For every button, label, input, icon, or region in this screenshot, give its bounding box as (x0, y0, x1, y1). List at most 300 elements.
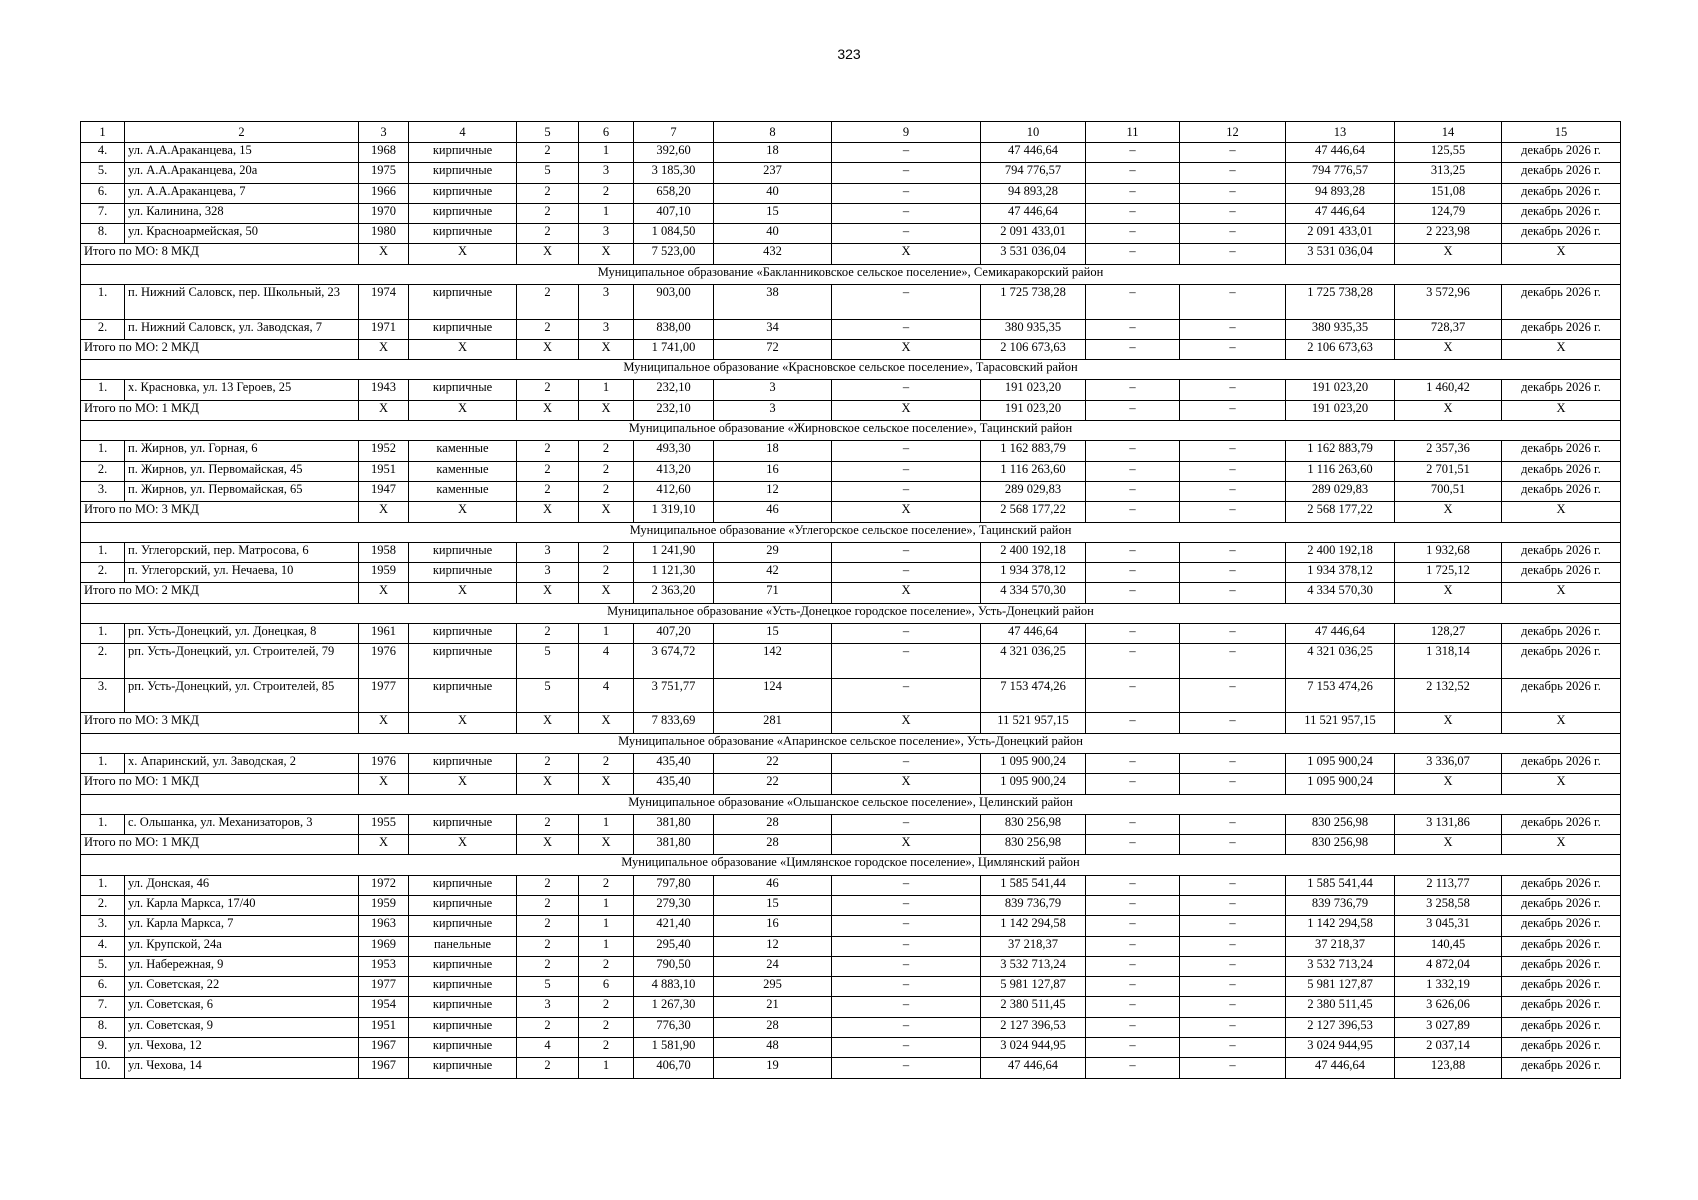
deadline-cell: X (1502, 713, 1621, 733)
unit-cost-cell: 1 460,42 (1395, 380, 1502, 400)
table-row (81, 542, 1621, 562)
col9-cell: – (832, 875, 981, 895)
col12-cell: – (1180, 203, 1286, 223)
row-number: 3. (81, 481, 125, 501)
column-header: 9 (832, 122, 981, 143)
deadline-cell: декабрь 2026 г. (1502, 624, 1621, 644)
address-cell: ул. Советская, 9 (125, 1017, 359, 1037)
deadline-cell: декабрь 2026 г. (1502, 916, 1621, 936)
total-cost-cell: 37 218,37 (981, 936, 1086, 956)
row-number: 7. (81, 997, 125, 1017)
floors-cell: X (517, 502, 579, 522)
year-cell: X (359, 502, 409, 522)
floors-cell: 2 (517, 183, 579, 203)
total-cost-cell: 830 256,98 (981, 835, 1086, 855)
unit-cost-cell: 313,25 (1395, 163, 1502, 183)
year-cell: 1954 (359, 997, 409, 1017)
residents-cell: 19 (714, 1058, 832, 1078)
year-cell: X (359, 339, 409, 359)
residents-cell: 42 (714, 563, 832, 583)
unit-cost-cell: 3 336,07 (1395, 753, 1502, 773)
col11-cell: – (1086, 400, 1180, 420)
col13-cost-cell: 2 091 433,01 (1286, 224, 1395, 244)
area-cell: 838,00 (634, 319, 714, 339)
floors-cell: 2 (517, 481, 579, 501)
col9-cell: – (832, 678, 981, 713)
unit-cost-cell: 2 037,14 (1395, 1038, 1502, 1058)
unit-cost-cell: 2 357,36 (1395, 441, 1502, 461)
municipality-heading: Муниципальное образование «Бакланниковское сельское поселение», Семикаракорский район (81, 264, 1621, 284)
total-cost-cell: 2 106 673,63 (981, 339, 1086, 359)
address-cell: рп. Усть-Донецкий, ул. Донецкая, 8 (125, 624, 359, 644)
table-row (81, 163, 1621, 183)
entrances-cell: X (579, 244, 634, 264)
subtotal-label: Итого по МО: 8 МКД (81, 244, 359, 264)
area-cell: 279,30 (634, 896, 714, 916)
wall-material-cell: кирпичные (409, 624, 517, 644)
residents-cell: 28 (714, 835, 832, 855)
row-number: 6. (81, 183, 125, 203)
row-number: 1. (81, 441, 125, 461)
unit-cost-cell: 2 113,77 (1395, 875, 1502, 895)
total-cost-cell: 11 521 957,15 (981, 713, 1086, 733)
col9-cell: X (832, 502, 981, 522)
total-cost-cell: 839 736,79 (981, 896, 1086, 916)
residents-cell: 3 (714, 400, 832, 420)
table-row (81, 977, 1621, 997)
municipality-heading: Муниципальное образование «Ольшанское сельское поселение», Целинский район (81, 794, 1621, 814)
total-cost-cell: 2 380 511,45 (981, 997, 1086, 1017)
residents-cell: 281 (714, 713, 832, 733)
wall-material-cell: кирпичные (409, 224, 517, 244)
area-cell: 407,20 (634, 624, 714, 644)
entrances-cell: 3 (579, 319, 634, 339)
subtotal-label: Итого по МО: 3 МКД (81, 502, 359, 522)
area-cell: 1 267,30 (634, 997, 714, 1017)
wall-material-cell: кирпичные (409, 1038, 517, 1058)
deadline-cell: декабрь 2026 г. (1502, 563, 1621, 583)
col9-cell: – (832, 542, 981, 562)
table-row (81, 224, 1621, 244)
col11-cell: – (1086, 563, 1180, 583)
municipality-heading: Муниципальное образование «Цимлянское городское поселение», Цимлянский район (81, 855, 1621, 875)
col9-cell: – (832, 203, 981, 223)
area-cell: 3 185,30 (634, 163, 714, 183)
wall-material-cell: кирпичные (409, 1017, 517, 1037)
address-cell: ул. Чехова, 14 (125, 1058, 359, 1078)
municipality-section-row (81, 733, 1621, 753)
col13-cost-cell: 2 127 396,53 (1286, 1017, 1395, 1037)
col13-cost-cell: 7 153 474,26 (1286, 678, 1395, 713)
col13-cost-cell: 3 532 713,24 (1286, 956, 1395, 976)
subtotal-row (81, 400, 1621, 420)
total-cost-cell: 191 023,20 (981, 380, 1086, 400)
row-number: 8. (81, 1017, 125, 1037)
entrances-cell: 2 (579, 563, 634, 583)
area-cell: 435,40 (634, 774, 714, 794)
floors-cell: 2 (517, 916, 579, 936)
area-cell: 7 833,69 (634, 713, 714, 733)
year-cell: 1976 (359, 753, 409, 773)
year-cell: 1959 (359, 563, 409, 583)
col11-cell: – (1086, 1058, 1180, 1078)
deadline-cell: X (1502, 244, 1621, 264)
address-cell: ул. Донская, 46 (125, 875, 359, 895)
col9-cell: X (832, 583, 981, 603)
col12-cell: – (1180, 542, 1286, 562)
col11-cell: – (1086, 143, 1180, 163)
residents-cell: 38 (714, 285, 832, 320)
year-cell: X (359, 400, 409, 420)
address-cell: х. Апаринский, ул. Заводская, 2 (125, 753, 359, 773)
unit-cost-cell: X (1395, 339, 1502, 359)
deadline-cell: декабрь 2026 г. (1502, 814, 1621, 834)
area-cell: 658,20 (634, 183, 714, 203)
col11-cell: – (1086, 339, 1180, 359)
address-cell: рп. Усть-Донецкий, ул. Строителей, 79 (125, 644, 359, 679)
year-cell: 1967 (359, 1058, 409, 1078)
year-cell: 1972 (359, 875, 409, 895)
address-cell: ул. А.А.Араканцева, 7 (125, 183, 359, 203)
floors-cell: X (517, 713, 579, 733)
col9-cell: – (832, 563, 981, 583)
entrances-cell: 2 (579, 481, 634, 501)
area-cell: 790,50 (634, 956, 714, 976)
residents-cell: 40 (714, 183, 832, 203)
unit-cost-cell: 3 027,89 (1395, 1017, 1502, 1037)
residents-cell: 12 (714, 481, 832, 501)
unit-cost-cell: 3 045,31 (1395, 916, 1502, 936)
floors-cell: 2 (517, 814, 579, 834)
floors-cell: 4 (517, 1038, 579, 1058)
year-cell: 1967 (359, 1038, 409, 1058)
floors-cell: 2 (517, 875, 579, 895)
floors-cell: 2 (517, 1058, 579, 1078)
col9-cell: – (832, 814, 981, 834)
col11-cell: – (1086, 583, 1180, 603)
col12-cell: – (1180, 461, 1286, 481)
col13-cost-cell: 2 568 177,22 (1286, 502, 1395, 522)
col12-cell: – (1180, 583, 1286, 603)
residents-cell: 24 (714, 956, 832, 976)
col12-cell: – (1180, 143, 1286, 163)
subtotal-label: Итого по МО: 2 МКД (81, 583, 359, 603)
entrances-cell: 2 (579, 1038, 634, 1058)
table-row (81, 1038, 1621, 1058)
col12-cell: – (1180, 875, 1286, 895)
col9-cell: – (832, 285, 981, 320)
floors-cell: 2 (517, 461, 579, 481)
col13-cost-cell: 1 095 900,24 (1286, 774, 1395, 794)
deadline-cell: X (1502, 835, 1621, 855)
col13-cost-cell: 839 736,79 (1286, 896, 1395, 916)
year-cell: 1977 (359, 678, 409, 713)
deadline-cell: декабрь 2026 г. (1502, 753, 1621, 773)
entrances-cell: X (579, 502, 634, 522)
wall-material-cell: X (409, 244, 517, 264)
floors-cell: X (517, 583, 579, 603)
entrances-cell: X (579, 713, 634, 733)
entrances-cell: 1 (579, 380, 634, 400)
col12-cell: – (1180, 441, 1286, 461)
residents-cell: 46 (714, 875, 832, 895)
col9-cell: – (832, 481, 981, 501)
col11-cell: – (1086, 936, 1180, 956)
residents-cell: 15 (714, 203, 832, 223)
row-number: 1. (81, 814, 125, 834)
floors-cell: 2 (517, 143, 579, 163)
year-cell: 1977 (359, 977, 409, 997)
row-number: 8. (81, 224, 125, 244)
area-cell: 7 523,00 (634, 244, 714, 264)
deadline-cell: декабрь 2026 г. (1502, 183, 1621, 203)
residents-cell: 28 (714, 1017, 832, 1037)
col12-cell: – (1180, 319, 1286, 339)
area-cell: 381,80 (634, 814, 714, 834)
area-cell: 412,60 (634, 481, 714, 501)
page-number: 323 (837, 46, 861, 62)
table-row (81, 441, 1621, 461)
subtotal-row (81, 774, 1621, 794)
total-cost-cell: 94 893,28 (981, 183, 1086, 203)
col11-cell: – (1086, 977, 1180, 997)
area-cell: 407,10 (634, 203, 714, 223)
total-cost-cell: 2 091 433,01 (981, 224, 1086, 244)
area-cell: 413,20 (634, 461, 714, 481)
column-header: 10 (981, 122, 1086, 143)
deadline-cell: декабрь 2026 г. (1502, 224, 1621, 244)
subtotal-label: Итого по МО: 3 МКД (81, 713, 359, 733)
wall-material-cell: каменные (409, 441, 517, 461)
column-header: 8 (714, 122, 832, 143)
col12-cell: – (1180, 163, 1286, 183)
year-cell: 1969 (359, 936, 409, 956)
deadline-cell: декабрь 2026 г. (1502, 461, 1621, 481)
municipality-heading: Муниципальное образование «Апаринское сельское поселение», Усть-Донецкий район (81, 733, 1621, 753)
wall-material-cell: каменные (409, 481, 517, 501)
address-cell: п. Углегорский, ул. Нечаева, 10 (125, 563, 359, 583)
deadline-cell: декабрь 2026 г. (1502, 936, 1621, 956)
wall-material-cell: X (409, 583, 517, 603)
col12-cell: – (1180, 916, 1286, 936)
deadline-cell: декабрь 2026 г. (1502, 441, 1621, 461)
deadline-cell: декабрь 2026 г. (1502, 203, 1621, 223)
subtotal-row (81, 502, 1621, 522)
subtotal-row (81, 835, 1621, 855)
col13-cost-cell: 2 106 673,63 (1286, 339, 1395, 359)
wall-material-cell: X (409, 400, 517, 420)
municipality-section-row (81, 855, 1621, 875)
year-cell: 1974 (359, 285, 409, 320)
deadline-cell: X (1502, 400, 1621, 420)
unit-cost-cell: 3 626,06 (1395, 997, 1502, 1017)
subtotal-row (81, 339, 1621, 359)
row-number: 2. (81, 319, 125, 339)
deadline-cell: декабрь 2026 г. (1502, 678, 1621, 713)
subtotal-label: Итого по МО: 1 МКД (81, 835, 359, 855)
deadline-cell: декабрь 2026 г. (1502, 319, 1621, 339)
deadline-cell: декабрь 2026 г. (1502, 956, 1621, 976)
table-row (81, 1058, 1621, 1078)
entrances-cell: 3 (579, 224, 634, 244)
floors-cell: 2 (517, 380, 579, 400)
total-cost-cell: 830 256,98 (981, 814, 1086, 834)
area-cell: 1 084,50 (634, 224, 714, 244)
total-cost-cell: 3 532 713,24 (981, 956, 1086, 976)
municipality-section-row (81, 794, 1621, 814)
wall-material-cell: кирпичные (409, 896, 517, 916)
year-cell: 1966 (359, 183, 409, 203)
unit-cost-cell: X (1395, 835, 1502, 855)
residents-cell: 237 (714, 163, 832, 183)
row-number: 9. (81, 1038, 125, 1058)
col13-cost-cell: 289 029,83 (1286, 481, 1395, 501)
col12-cell: – (1180, 481, 1286, 501)
residents-cell: 71 (714, 583, 832, 603)
floors-cell: X (517, 774, 579, 794)
col9-cell: – (832, 624, 981, 644)
residents-cell: 72 (714, 339, 832, 359)
col9-cell: – (832, 224, 981, 244)
col11-cell: – (1086, 285, 1180, 320)
address-cell: ул. Советская, 22 (125, 977, 359, 997)
unit-cost-cell: 124,79 (1395, 203, 1502, 223)
row-number: 1. (81, 624, 125, 644)
residents-cell: 46 (714, 502, 832, 522)
row-number: 1. (81, 380, 125, 400)
year-cell: X (359, 244, 409, 264)
deadline-cell: декабрь 2026 г. (1502, 875, 1621, 895)
total-cost-cell: 289 029,83 (981, 481, 1086, 501)
col13-cost-cell: 1 585 541,44 (1286, 875, 1395, 895)
address-cell: ул. Карла Маркса, 17/40 (125, 896, 359, 916)
table-row (81, 753, 1621, 773)
floors-cell: 3 (517, 997, 579, 1017)
unit-cost-cell: 151,08 (1395, 183, 1502, 203)
entrances-cell: 1 (579, 936, 634, 956)
table-row (81, 380, 1621, 400)
col13-cost-cell: 794 776,57 (1286, 163, 1395, 183)
column-header: 4 (409, 122, 517, 143)
unit-cost-cell: 125,55 (1395, 143, 1502, 163)
municipality-section-row (81, 264, 1621, 284)
year-cell: 1951 (359, 461, 409, 481)
subtotal-label: Итого по МО: 2 МКД (81, 339, 359, 359)
unit-cost-cell: 2 223,98 (1395, 224, 1502, 244)
floors-cell: 2 (517, 936, 579, 956)
wall-material-cell: кирпичные (409, 319, 517, 339)
floors-cell: 2 (517, 1017, 579, 1037)
col13-cost-cell: 191 023,20 (1286, 400, 1395, 420)
floors-cell: 2 (517, 624, 579, 644)
residents-cell: 34 (714, 319, 832, 339)
floors-cell: 2 (517, 896, 579, 916)
year-cell: 1975 (359, 163, 409, 183)
col11-cell: – (1086, 481, 1180, 501)
area-cell: 1 241,90 (634, 542, 714, 562)
wall-material-cell: кирпичные (409, 875, 517, 895)
entrances-cell: 1 (579, 896, 634, 916)
wall-material-cell: кирпичные (409, 203, 517, 223)
col12-cell: – (1180, 997, 1286, 1017)
table-row (81, 624, 1621, 644)
col13-cost-cell: 830 256,98 (1286, 814, 1395, 834)
area-cell: 421,40 (634, 916, 714, 936)
col9-cell: X (832, 713, 981, 733)
floors-cell: 3 (517, 542, 579, 562)
col12-cell: – (1180, 224, 1286, 244)
row-number: 6. (81, 977, 125, 997)
col9-cell: – (832, 1017, 981, 1037)
row-number: 3. (81, 678, 125, 713)
col12-cell: – (1180, 339, 1286, 359)
entrances-cell: 1 (579, 916, 634, 936)
wall-material-cell: кирпичные (409, 997, 517, 1017)
floors-cell: 5 (517, 644, 579, 679)
col13-cost-cell: 191 023,20 (1286, 380, 1395, 400)
table-row (81, 997, 1621, 1017)
wall-material-cell: кирпичные (409, 183, 517, 203)
municipality-section-row (81, 421, 1621, 441)
total-cost-cell: 3 531 036,04 (981, 244, 1086, 264)
col11-cell: – (1086, 624, 1180, 644)
col13-cost-cell: 5 981 127,87 (1286, 977, 1395, 997)
table-row (81, 896, 1621, 916)
col13-cost-cell: 1 934 378,12 (1286, 563, 1395, 583)
unit-cost-cell: 3 258,58 (1395, 896, 1502, 916)
entrances-cell: 1 (579, 624, 634, 644)
area-cell: 232,10 (634, 400, 714, 420)
year-cell: 1947 (359, 481, 409, 501)
unit-cost-cell: 1 932,68 (1395, 542, 1502, 562)
total-cost-cell: 47 446,64 (981, 143, 1086, 163)
area-cell: 381,80 (634, 835, 714, 855)
area-cell: 3 674,72 (634, 644, 714, 679)
total-cost-cell: 47 446,64 (981, 624, 1086, 644)
col9-cell: – (832, 1038, 981, 1058)
col12-cell: – (1180, 285, 1286, 320)
residents-cell: 21 (714, 997, 832, 1017)
col13-cost-cell: 1 725 738,28 (1286, 285, 1395, 320)
column-header: 14 (1395, 122, 1502, 143)
wall-material-cell: X (409, 502, 517, 522)
unit-cost-cell: 1 332,19 (1395, 977, 1502, 997)
year-cell: 1952 (359, 441, 409, 461)
total-cost-cell: 3 024 944,95 (981, 1038, 1086, 1058)
table-row (81, 916, 1621, 936)
floors-cell: 5 (517, 163, 579, 183)
unit-cost-cell: 728,37 (1395, 319, 1502, 339)
col12-cell: – (1180, 624, 1286, 644)
area-cell: 493,30 (634, 441, 714, 461)
col9-cell: – (832, 143, 981, 163)
column-header: 12 (1180, 122, 1286, 143)
municipality-section-row (81, 360, 1621, 380)
year-cell: 1971 (359, 319, 409, 339)
residents-cell: 295 (714, 977, 832, 997)
wall-material-cell: кирпичные (409, 956, 517, 976)
total-cost-cell: 1 585 541,44 (981, 875, 1086, 895)
address-cell: п. Нижний Саловск, ул. Заводская, 7 (125, 319, 359, 339)
address-cell: ул. Набережная, 9 (125, 956, 359, 976)
deadline-cell: декабрь 2026 г. (1502, 977, 1621, 997)
deadline-cell: X (1502, 502, 1621, 522)
address-cell: х. Красновка, ул. 13 Героев, 25 (125, 380, 359, 400)
col11-cell: – (1086, 835, 1180, 855)
unit-cost-cell: 2 132,52 (1395, 678, 1502, 713)
col11-cell: – (1086, 183, 1180, 203)
year-cell: 1951 (359, 1017, 409, 1037)
